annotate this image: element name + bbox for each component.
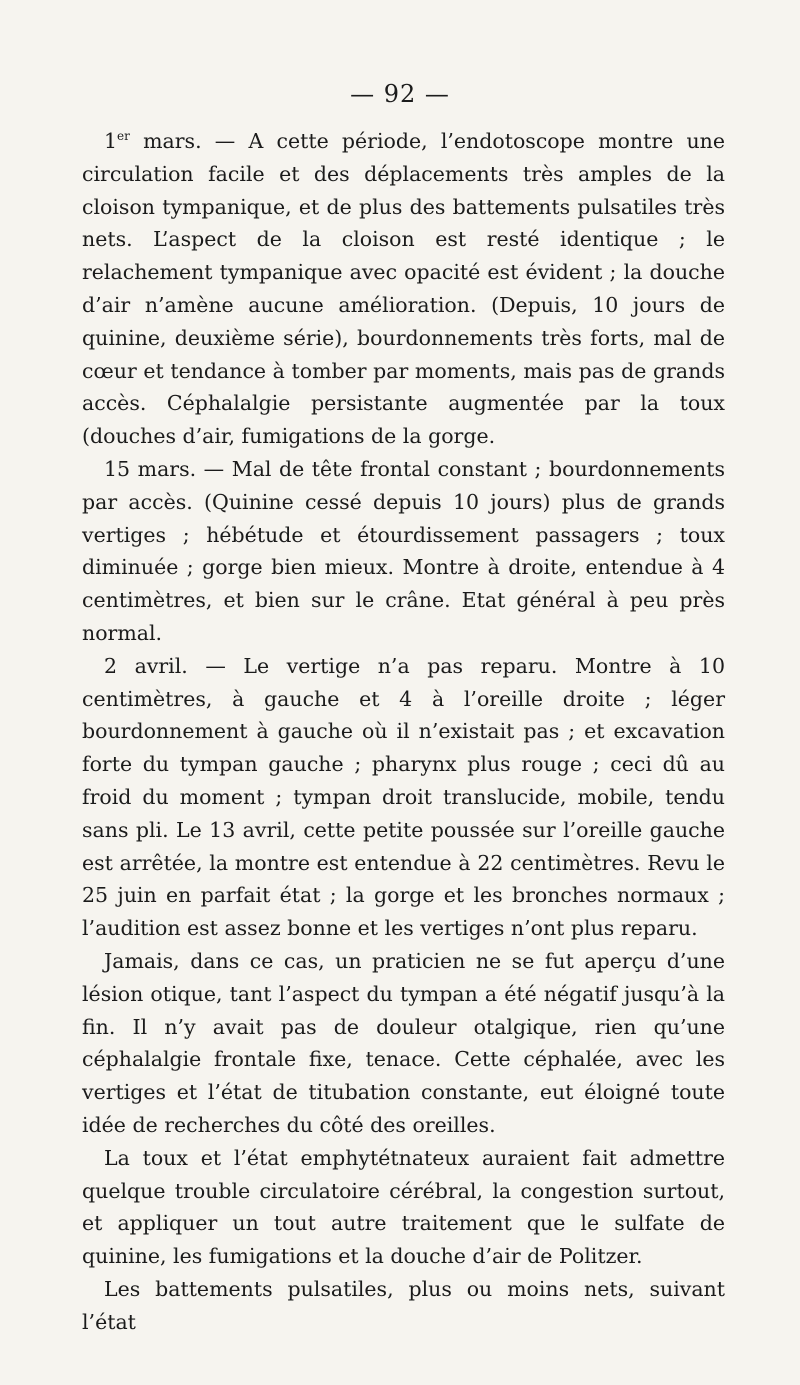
- body-text: [82, 125, 725, 1338]
- paragraph-text: mars. — A cette période, l’endotoscope montre une circulation facile et des déplacements très amples de la cloison tympanique, et de plus des battements pulsatiles très nets. L’aspect de la cloison est resté identique ; le relachement tympanique avec opacité est évident ; la douche d’air n’amène aucune amélioration. (Depuis, 10 jours de quinine, deuxième série), bourdonnements très forts, mal de cœur et tendance à tomber par moments, mais pas de grands accès. Céphalalgie persistante augmentée par la toux (douches d’air, fumigations de la gorge.: [82, 129, 725, 449]
- paragraph-15-mars: 15 mars. — Mal de tête frontal constant ; bourdonnements par accès. (Quinine cessé depuis 10 jours) plus de grands vertiges ; hébétude et étourdissement passagers ; toux diminuée ; gorge bien mieux. Montre à droite, entendue à 4 centimètres, et bien sur le crâne. Etat général à peu près normal.: [82, 456, 725, 645]
- paragraph-jamais: Jamais, dans ce cas, un praticien ne se fut aperçu d’une lésion otique, tant l’aspect du tympan a été négatif jusqu’à la fin. Il n’y avait pas de douleur otalgique, rien qu’une céphalalgie frontale fixe, tenace. Cette céphalée, avec les vertiges et l’état de titubation constante, eut éloigné toute idée de recherches du côté des oreilles.: [82, 948, 725, 1137]
- date-number: 1: [104, 129, 118, 153]
- paragraph-1-mars: [82, 125, 725, 453]
- paragraph-battements: Les battements pulsatiles, plus ou moins nets, suivant l’état: [82, 1276, 725, 1334]
- paragraph-2-avril: 2 avril. — Le vertige n’a pas reparu. Montre à 10 centimètres, à gauche et 4 à l’oreille droite ; léger bourdonnement à gauche où il n’existait pas ; et excavation forte du tympan gauche ; pharynx plus rouge ; ceci dû au froid du moment ; tympan droit translucide, mobile, tendu sans pli. Le 13 avril, cette petite poussée sur l’oreille gauche est arrêtée, la montre est entendue à 22 centimètres. Revu le 25 juin en parfait état ; la gorge et les bronches normaux ; l’audition est assez bonne et les vertiges n’ont plus reparu.: [82, 653, 725, 941]
- page-number: — 92 —: [350, 80, 450, 108]
- paragraph-la-toux: La toux et l’état emphytétnateux auraient fait admettre quelque trouble circulatoire cérébral, la congestion surtout, et appliquer un tout autre traitement que le sulfate de quinine, les fumigations et la douche d’air de Politzer.: [82, 1145, 725, 1269]
- ordinal-superscript: er: [117, 129, 130, 143]
